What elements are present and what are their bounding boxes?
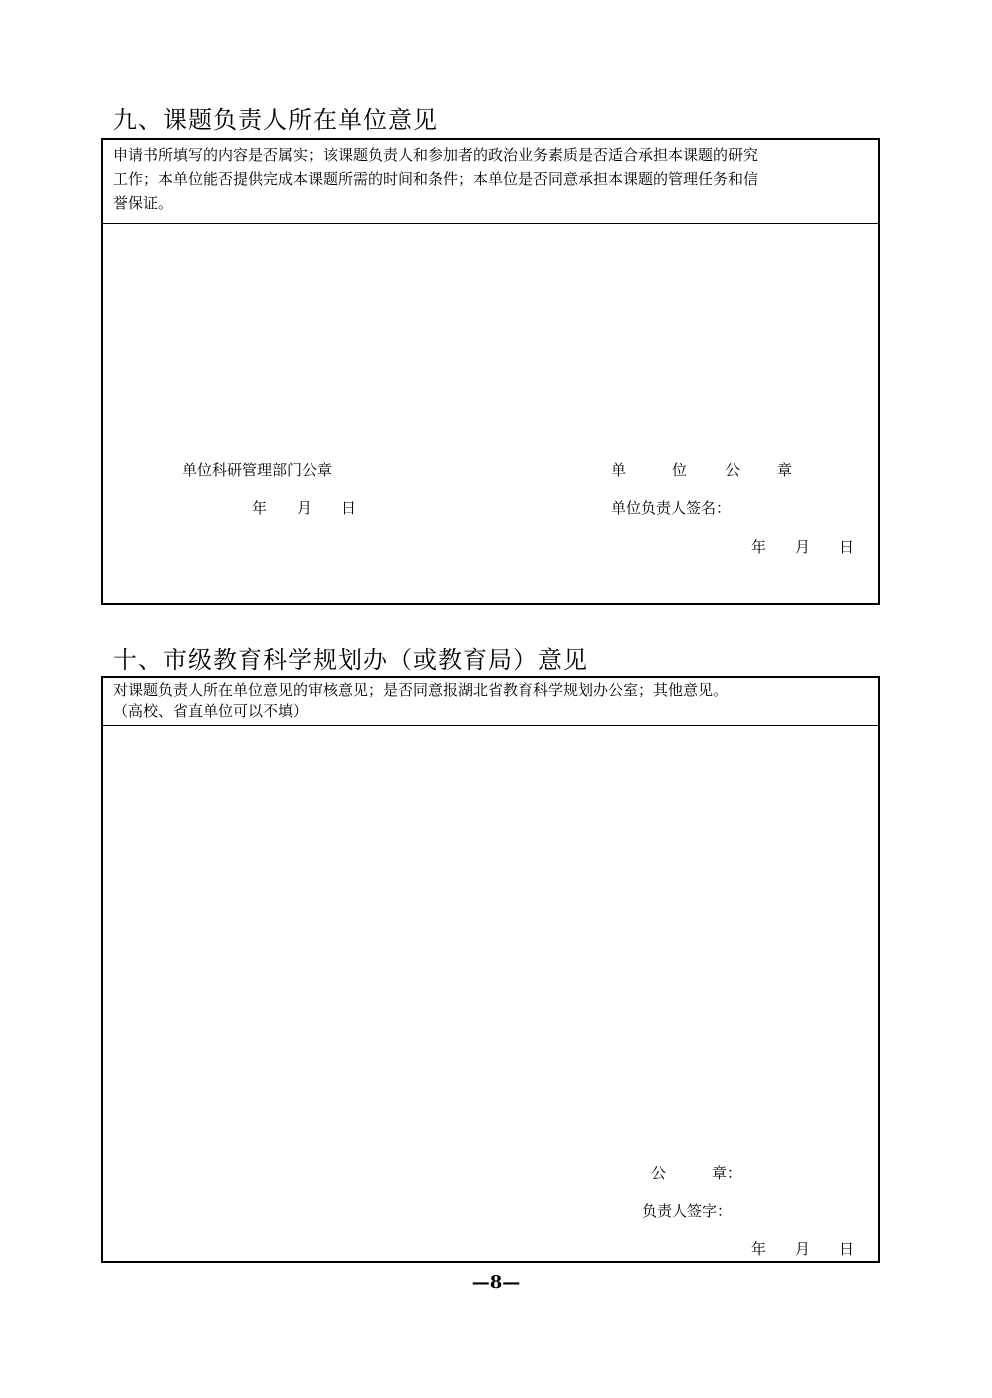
unit-seal-char: 单 bbox=[611, 461, 627, 479]
unit-seal-char: 公 bbox=[725, 461, 741, 479]
instruction-line: 工作；本单位能否提供完成本课题所需的时间和条件；本单位是否同意承担本课题的管理任务和信 bbox=[113, 170, 759, 188]
date-month-label: 月 bbox=[795, 1240, 811, 1258]
date-day-label: 日 bbox=[839, 1240, 855, 1258]
section-10-opinion-box bbox=[101, 676, 880, 1263]
section-10-heading: 十、市级教育科学规划办（或教育局）意见 bbox=[113, 646, 588, 674]
date-month-label: 月 bbox=[795, 538, 811, 556]
unit-seal-char: 位 bbox=[672, 461, 688, 479]
date-year-label: 年 bbox=[252, 499, 268, 517]
date-year-label: 年 bbox=[751, 1240, 767, 1258]
instruction-line: 对课题负责人所在单位意见的审核意见；是否同意报湖北省教育科学规划办公室；其他意见。 bbox=[113, 681, 729, 699]
leader-signature-label: 负责人签字： bbox=[642, 1202, 733, 1220]
instruction-line: 申请书所填写的内容是否属实；该课题负责人和参加者的政治业务素质是否适合承担本课题的研究 bbox=[113, 146, 759, 164]
research-dept-seal-label: 单位科研管理部门公章 bbox=[182, 461, 333, 479]
seal-char: 公 bbox=[651, 1164, 667, 1182]
unit-leader-signature-label: 单位负责人签名： bbox=[611, 499, 732, 517]
date-day-label: 日 bbox=[341, 499, 357, 517]
instruction-line: 誉保证。 bbox=[113, 194, 174, 212]
section-9-heading: 九、课题负责人所在单位意见 bbox=[113, 106, 438, 134]
section-10-instructions bbox=[103, 678, 878, 726]
date-month-label: 月 bbox=[297, 499, 313, 517]
date-day-label: 日 bbox=[839, 538, 855, 556]
section-9-opinion-box bbox=[101, 138, 880, 605]
unit-seal-char: 章 bbox=[777, 461, 793, 479]
date-year-label: 年 bbox=[751, 538, 767, 556]
page-number: —8— bbox=[471, 1272, 521, 1293]
instruction-line: （高校、省直单位可以不填） bbox=[113, 702, 309, 720]
seal-char: 章： bbox=[712, 1164, 743, 1182]
section-9-instructions bbox=[103, 140, 878, 224]
